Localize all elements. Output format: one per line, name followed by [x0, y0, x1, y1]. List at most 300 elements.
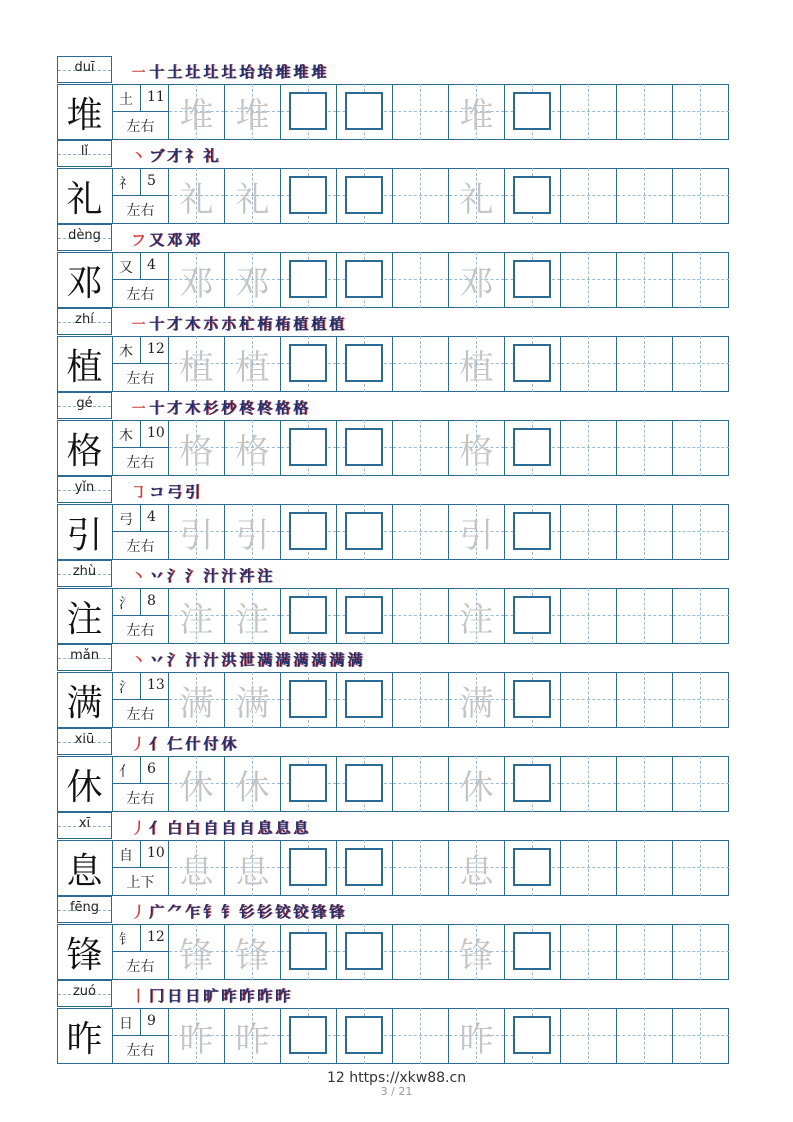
trace-character: 休 — [235, 767, 270, 808]
practice-cell[interactable] — [281, 168, 337, 224]
stroke-step: 满 — [257, 651, 273, 669]
trace-character: 锋 — [179, 935, 214, 976]
trace-character: 昨 — [179, 1019, 214, 1060]
practice-cell[interactable] — [393, 1008, 449, 1064]
practice-cell[interactable] — [505, 252, 561, 308]
practice-cell[interactable] — [393, 504, 449, 560]
stroke-step: 丷 — [149, 567, 165, 585]
structure-label: 左右 — [126, 959, 155, 975]
practice-cell[interactable] — [673, 336, 729, 392]
writing-box[interactable] — [513, 764, 551, 802]
practice-cell[interactable] — [169, 168, 225, 224]
stroke-step: 丨 — [131, 987, 147, 1005]
writing-box[interactable] — [345, 848, 383, 886]
practice-cell[interactable] — [281, 504, 337, 560]
practice-cell[interactable] — [337, 84, 393, 140]
stroke-step: 引 — [185, 483, 201, 501]
stroke-step: 氵 — [185, 567, 201, 585]
footer-url[interactable]: 12 https://xkw88.cn — [326, 1070, 467, 1086]
writing-box[interactable] — [345, 932, 383, 970]
radical-label: 日 — [119, 1016, 133, 1032]
writing-box[interactable] — [289, 176, 327, 214]
stroke-step: 格 — [293, 399, 309, 417]
character-row — [57, 392, 729, 476]
stroke-step: 格 — [275, 399, 291, 417]
writing-box[interactable] — [513, 1016, 551, 1054]
stroke-step: 什 — [185, 735, 201, 753]
model-character: 休 — [57, 756, 113, 812]
practice-cell[interactable] — [617, 672, 673, 728]
practice-cell[interactable] — [673, 588, 729, 644]
practice-cell[interactable] — [449, 420, 505, 476]
practice-cell[interactable] — [673, 924, 729, 980]
stroke-step: 弓 — [167, 483, 183, 501]
character-row — [57, 896, 729, 980]
trace-character: 锋 — [235, 935, 270, 976]
stroke-step: 圵 — [203, 63, 219, 81]
stroke-order — [131, 733, 239, 753]
stroke-step: 息 — [257, 819, 273, 837]
practice-cell[interactable] — [169, 672, 225, 728]
practice-cell[interactable] — [561, 924, 617, 980]
structure-label: 上下 — [126, 875, 155, 891]
writing-box[interactable] — [345, 512, 383, 550]
practice-cell[interactable] — [393, 672, 449, 728]
trace-character: 礼 — [179, 179, 214, 220]
practice-cell[interactable] — [617, 924, 673, 980]
character-row — [57, 560, 729, 644]
stroke-step: 木 — [185, 399, 201, 417]
practice-cell[interactable] — [561, 168, 617, 224]
practice-cell[interactable] — [225, 420, 281, 476]
practice-cell[interactable] — [449, 84, 505, 140]
practice-cell[interactable] — [393, 336, 449, 392]
pinyin-label: gé — [76, 396, 93, 411]
stroke-step: ⺈ — [167, 903, 183, 921]
writing-box[interactable] — [513, 176, 551, 214]
stroke-step: 仁 — [167, 735, 183, 753]
stroke-count: 11 — [147, 89, 165, 105]
trace-character: 邓 — [179, 263, 214, 304]
stroke-step: 汼 — [239, 567, 255, 585]
writing-box[interactable] — [289, 428, 327, 466]
model-character: 礼 — [57, 168, 113, 224]
stroke-count: 5 — [147, 173, 156, 189]
practice-cell[interactable] — [673, 756, 729, 812]
pinyin-label: duī — [74, 60, 95, 75]
practice-cell[interactable] — [673, 420, 729, 476]
trace-character: 满 — [235, 683, 270, 724]
stroke-step: ブ — [149, 147, 165, 165]
practice-cell[interactable] — [225, 672, 281, 728]
practice-cell[interactable] — [449, 168, 505, 224]
practice-cell[interactable] — [281, 588, 337, 644]
stroke-step: 堆 — [293, 63, 309, 81]
practice-cell[interactable] — [449, 504, 505, 560]
practice-cell[interactable] — [169, 588, 225, 644]
stroke-step: 杪 — [221, 399, 237, 417]
practice-cell[interactable] — [337, 168, 393, 224]
stroke-step: 亻 — [149, 819, 165, 837]
practice-cell[interactable] — [673, 672, 729, 728]
character-row — [57, 812, 729, 896]
stroke-step: 钐 — [239, 903, 255, 921]
stroke-step: 汁 — [203, 651, 219, 669]
trace-character: 引 — [235, 515, 270, 556]
stroke-step: 丿 — [131, 735, 147, 753]
practice-cell[interactable] — [617, 588, 673, 644]
stroke-count: 10 — [147, 845, 165, 861]
trace-character: 注 — [459, 599, 494, 640]
stroke-step: 汁 — [203, 567, 219, 585]
practice-cell[interactable] — [281, 84, 337, 140]
radical-label: 弓 — [119, 512, 133, 528]
practice-cell[interactable] — [281, 924, 337, 980]
practice-cell[interactable] — [505, 840, 561, 896]
practice-cell[interactable] — [673, 1008, 729, 1064]
practice-cell[interactable] — [281, 252, 337, 308]
trace-character: 锋 — [459, 935, 494, 976]
writing-box[interactable] — [289, 680, 327, 718]
practice-cell[interactable] — [393, 168, 449, 224]
practice-cell[interactable] — [337, 1008, 393, 1064]
trace-character: 格 — [235, 431, 270, 472]
stroke-step: 铰 — [275, 903, 291, 921]
practice-cell[interactable] — [337, 756, 393, 812]
practice-cell[interactable] — [169, 504, 225, 560]
writing-box[interactable] — [289, 260, 327, 298]
writing-box[interactable] — [289, 848, 327, 886]
practice-cell[interactable] — [561, 420, 617, 476]
stroke-order — [131, 985, 293, 1005]
trace-character: 昨 — [235, 1019, 270, 1060]
stroke-step: コ — [149, 483, 165, 501]
practice-cell[interactable] — [169, 420, 225, 476]
stroke-step: 又 — [149, 231, 165, 249]
stroke-step: 氵 — [167, 651, 183, 669]
stroke-step: 才 — [167, 147, 183, 165]
pinyin-box — [57, 980, 112, 1007]
radical-label: 木 — [119, 344, 133, 360]
practice-cell[interactable] — [169, 84, 225, 140]
practice-cell[interactable] — [561, 588, 617, 644]
stroke-step: 柊 — [239, 399, 255, 417]
trace-character: 邓 — [235, 263, 270, 304]
practice-cell[interactable] — [561, 1008, 617, 1064]
practice-cell[interactable] — [449, 336, 505, 392]
stroke-step: 丷 — [149, 651, 165, 669]
writing-box[interactable] — [289, 92, 327, 130]
practice-cell[interactable] — [505, 672, 561, 728]
character-info — [113, 336, 169, 392]
practice-cell[interactable] — [449, 252, 505, 308]
character-row — [57, 476, 729, 560]
practice-cell[interactable] — [673, 504, 729, 560]
model-character: 引 — [57, 504, 113, 560]
practice-cell[interactable] — [617, 84, 673, 140]
practice-cell[interactable] — [617, 504, 673, 560]
practice-cell[interactable] — [225, 168, 281, 224]
model-character: 注 — [57, 588, 113, 644]
practice-cell[interactable] — [225, 84, 281, 140]
practice-cell[interactable] — [393, 756, 449, 812]
practice-cell[interactable] — [225, 924, 281, 980]
practice-cell[interactable] — [393, 924, 449, 980]
stroke-step: 自 — [239, 819, 255, 837]
stroke-step: 满 — [275, 651, 291, 669]
practice-cell[interactable] — [449, 924, 505, 980]
stroke-step: 亻 — [149, 735, 165, 753]
writing-box[interactable] — [513, 596, 551, 634]
practice-cell[interactable] — [673, 84, 729, 140]
pinyin-box — [57, 728, 112, 755]
practice-cell[interactable] — [673, 252, 729, 308]
stroke-step: ㇐ — [131, 399, 147, 417]
writing-box[interactable] — [345, 680, 383, 718]
practice-cell[interactable] — [505, 756, 561, 812]
practice-cell[interactable] — [225, 336, 281, 392]
practice-cell[interactable] — [337, 336, 393, 392]
practice-cell[interactable] — [225, 1008, 281, 1064]
writing-box[interactable] — [513, 848, 551, 886]
practice-cell[interactable] — [617, 840, 673, 896]
character-info — [113, 504, 169, 560]
practice-cell[interactable] — [505, 420, 561, 476]
practice-cell[interactable] — [169, 924, 225, 980]
writing-box[interactable] — [345, 764, 383, 802]
practice-cell[interactable] — [225, 840, 281, 896]
practice-cell[interactable] — [449, 1008, 505, 1064]
stroke-step: 钅 — [221, 903, 237, 921]
writing-box[interactable] — [345, 260, 383, 298]
stroke-step: 木 — [185, 315, 201, 333]
practice-cell[interactable] — [617, 420, 673, 476]
writing-box[interactable] — [289, 764, 327, 802]
practice-cell[interactable] — [393, 252, 449, 308]
practice-cell[interactable] — [337, 252, 393, 308]
stroke-order — [131, 565, 275, 585]
character-row — [57, 644, 729, 728]
writing-box[interactable] — [345, 596, 383, 634]
practice-cell[interactable] — [281, 840, 337, 896]
practice-cell[interactable] — [281, 1008, 337, 1064]
writing-box[interactable] — [513, 260, 551, 298]
stroke-step: 昨 — [257, 987, 273, 1005]
writing-box[interactable] — [289, 932, 327, 970]
practice-cell[interactable] — [673, 168, 729, 224]
radical-label: 钅 — [119, 932, 133, 948]
practice-cell[interactable] — [337, 420, 393, 476]
trace-character: 植 — [235, 347, 270, 388]
pinyin-label: mǎn — [70, 648, 99, 663]
practice-cell[interactable] — [449, 840, 505, 896]
practice-cell[interactable] — [393, 588, 449, 644]
stroke-step: 十 — [149, 399, 165, 417]
writing-box[interactable] — [289, 344, 327, 382]
trace-character: 礼 — [459, 179, 494, 220]
stroke-step: 邓 — [167, 231, 183, 249]
practice-sheet — [57, 56, 729, 1064]
practice-cell[interactable] — [561, 756, 617, 812]
stroke-step: 昨 — [239, 987, 255, 1005]
practice-cell[interactable] — [449, 756, 505, 812]
practice-cell[interactable] — [449, 588, 505, 644]
writing-box[interactable] — [513, 428, 551, 466]
writing-box[interactable] — [345, 1016, 383, 1054]
stroke-step: ㇆ — [131, 483, 147, 501]
practice-cell[interactable] — [505, 924, 561, 980]
pinyin-label: xī — [78, 816, 91, 831]
practice-cell[interactable] — [505, 1008, 561, 1064]
pinyin-label: xiū — [74, 732, 95, 747]
practice-cell[interactable] — [393, 84, 449, 140]
pinyin-label: yǐn — [74, 480, 95, 495]
practice-cell[interactable] — [393, 420, 449, 476]
practice-cell[interactable] — [169, 1008, 225, 1064]
practice-cell[interactable] — [281, 336, 337, 392]
writing-box[interactable] — [345, 344, 383, 382]
writing-box[interactable] — [345, 92, 383, 130]
writing-box[interactable] — [345, 428, 383, 466]
practice-cell[interactable] — [449, 672, 505, 728]
stroke-count: 4 — [147, 257, 156, 273]
writing-box[interactable] — [513, 932, 551, 970]
stroke-step: 休 — [221, 735, 237, 753]
stroke-step: 植 — [311, 315, 327, 333]
practice-cell[interactable] — [617, 252, 673, 308]
stroke-step: 汁 — [221, 567, 237, 585]
character-row — [57, 980, 729, 1064]
stroke-step: 白 — [167, 819, 183, 837]
practice-cell[interactable] — [337, 840, 393, 896]
practice-cell[interactable] — [393, 840, 449, 896]
practice-cell[interactable] — [561, 252, 617, 308]
stroke-order — [131, 397, 311, 417]
stroke-count: 12 — [147, 341, 165, 357]
stroke-step: フ — [131, 231, 147, 249]
character-row — [57, 728, 729, 812]
practice-cell[interactable] — [617, 168, 673, 224]
practice-cell[interactable] — [561, 672, 617, 728]
pinyin-label: fēng — [69, 900, 100, 915]
practice-cell[interactable] — [169, 840, 225, 896]
practice-cell[interactable] — [505, 168, 561, 224]
practice-cell[interactable] — [617, 1008, 673, 1064]
trace-character: 堆 — [459, 95, 494, 136]
radical-label: 土 — [119, 92, 133, 108]
stroke-step: 礼 — [203, 147, 219, 165]
practice-cell[interactable] — [337, 672, 393, 728]
stroke-step: 满 — [329, 651, 345, 669]
pinyin-box — [57, 140, 112, 167]
stroke-step: 息 — [293, 819, 309, 837]
trace-character: 格 — [179, 431, 214, 472]
writing-box[interactable] — [513, 512, 551, 550]
practice-cell[interactable] — [225, 588, 281, 644]
practice-cell[interactable] — [673, 840, 729, 896]
stroke-count: 10 — [147, 425, 165, 441]
stroke-step: 氵 — [167, 567, 183, 585]
stroke-step: 坮 — [239, 63, 255, 81]
stroke-order — [131, 145, 221, 165]
trace-character: 植 — [459, 347, 494, 388]
writing-box[interactable] — [513, 92, 551, 130]
stroke-order — [131, 649, 365, 669]
practice-cell[interactable] — [617, 336, 673, 392]
structure-label: 左右 — [126, 287, 155, 303]
practice-cell[interactable] — [561, 336, 617, 392]
stroke-step: 植 — [329, 315, 345, 333]
writing-box[interactable] — [513, 680, 551, 718]
stroke-order — [131, 313, 347, 333]
practice-cell[interactable] — [617, 756, 673, 812]
practice-cell[interactable] — [225, 252, 281, 308]
practice-cell[interactable] — [169, 336, 225, 392]
practice-cell[interactable] — [225, 504, 281, 560]
practice-cell[interactable] — [225, 756, 281, 812]
writing-box[interactable] — [345, 176, 383, 214]
pinyin-box — [57, 644, 112, 671]
character-info — [113, 588, 169, 644]
trace-character: 昨 — [459, 1019, 494, 1060]
writing-box[interactable] — [513, 344, 551, 382]
practice-cell[interactable] — [281, 672, 337, 728]
stroke-step: 堆 — [311, 63, 327, 81]
practice-cell[interactable] — [281, 420, 337, 476]
practice-cell[interactable] — [169, 756, 225, 812]
radical-label: 氵 — [119, 596, 133, 612]
character-row — [57, 224, 729, 308]
writing-box[interactable] — [289, 512, 327, 550]
practice-cell[interactable] — [337, 504, 393, 560]
practice-cell[interactable] — [505, 588, 561, 644]
structure-label: 左右 — [126, 1043, 155, 1059]
practice-cell[interactable] — [337, 588, 393, 644]
practice-cell[interactable] — [505, 84, 561, 140]
practice-cell[interactable] — [169, 252, 225, 308]
stroke-order — [131, 817, 311, 837]
practice-cell[interactable] — [505, 504, 561, 560]
pinyin-box — [57, 56, 112, 83]
trace-character: 引 — [459, 515, 494, 556]
pinyin-label: lǐ — [80, 144, 89, 159]
writing-box[interactable] — [289, 596, 327, 634]
structure-label: 左右 — [126, 707, 155, 723]
structure-label: 左右 — [126, 623, 155, 639]
pinyin-box — [57, 560, 112, 587]
stroke-step: 植 — [293, 315, 309, 333]
trace-character: 格 — [459, 431, 494, 472]
trace-character: 邓 — [459, 263, 494, 304]
stroke-step: 丿 — [131, 819, 147, 837]
practice-cell[interactable] — [561, 504, 617, 560]
stroke-step: 才 — [167, 315, 183, 333]
structure-label: 左右 — [126, 539, 155, 555]
stroke-step: 杧 — [239, 315, 255, 333]
structure-label: 左右 — [126, 791, 155, 807]
practice-cell[interactable] — [281, 756, 337, 812]
stroke-step: 满 — [347, 651, 363, 669]
practice-cell[interactable] — [505, 336, 561, 392]
practice-cell[interactable] — [337, 924, 393, 980]
practice-cell[interactable] — [561, 840, 617, 896]
trace-character: 休 — [459, 767, 494, 808]
structure-label: 左右 — [126, 371, 155, 387]
writing-box[interactable] — [289, 1016, 327, 1054]
structure-label: 左右 — [126, 455, 155, 471]
character-row — [57, 308, 729, 392]
practice-cell[interactable] — [561, 84, 617, 140]
